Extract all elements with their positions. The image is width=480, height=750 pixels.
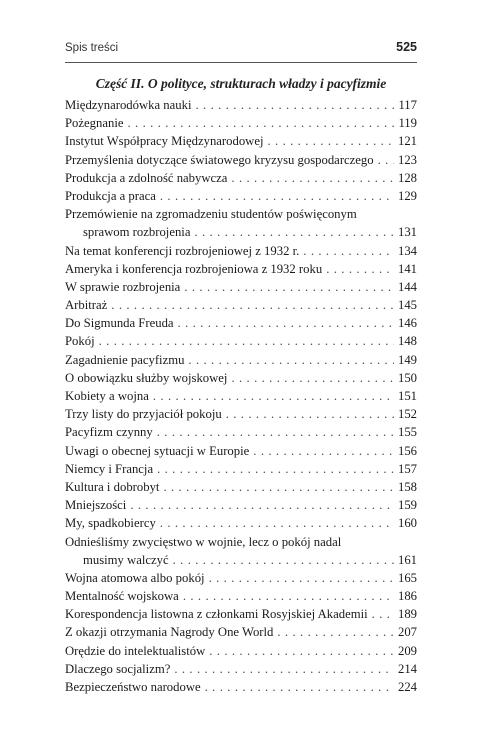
table-of-contents [65, 96, 417, 696]
toc-entry-page: 141 [397, 261, 417, 276]
toc-entry [65, 278, 417, 296]
dot-leader [157, 423, 394, 441]
toc-entry-page: 121 [397, 134, 417, 149]
dot-leader [184, 278, 394, 296]
toc-entry-page: 186 [397, 589, 417, 604]
toc-entry [65, 332, 417, 350]
toc-entry [65, 442, 417, 460]
dot-leader [378, 151, 394, 169]
dot-leader [209, 569, 394, 587]
toc-entry-page: 165 [397, 570, 417, 585]
toc-entry-title: Odnieśliśmy zwycięstwo w wojnie, lecz o pokój nadal [65, 534, 342, 549]
dot-leader [231, 369, 394, 387]
dot-leader [183, 587, 394, 605]
toc-entry-page: 146 [397, 316, 417, 331]
toc-entry-page: 156 [397, 443, 417, 458]
toc-entry [65, 460, 417, 478]
dot-leader [160, 514, 394, 532]
toc-entry-page: 189 [397, 607, 417, 622]
toc-entry-title: Arbitraż [65, 298, 108, 313]
toc-entry-page: 134 [397, 243, 417, 258]
toc-entry-page: 149 [397, 352, 417, 367]
toc-entry [65, 623, 417, 641]
dot-leader [231, 169, 394, 187]
toc-entry [65, 423, 417, 441]
dot-leader [153, 387, 394, 405]
toc-entry-page: 128 [397, 170, 417, 185]
toc-entry-title: musimy walczyć [83, 552, 169, 567]
toc-entry-title: W sprawie rozbrojenia [65, 279, 181, 294]
dot-leader [303, 242, 394, 260]
toc-entry [65, 314, 417, 332]
dot-leader [174, 660, 394, 678]
toc-entry [65, 496, 417, 514]
toc-entry [65, 642, 417, 660]
toc-entry-title: O obowiązku służby wojskowej [65, 370, 228, 385]
toc-entry-page: 150 [397, 370, 417, 385]
toc-entry-page: 161 [397, 552, 417, 567]
toc-entry-title: Instytut Współpracy Międzynarodowej [65, 134, 264, 149]
toc-entry-title: Produkcja a praca [65, 188, 156, 203]
dot-leader [194, 223, 394, 241]
toc-entry-title: Przemyślenia dotyczące światowego kryzysu gospodarczego [65, 152, 374, 167]
toc-entry-page: 151 [397, 389, 417, 403]
toc-entry-title: Międzynarodówka nauki [65, 98, 192, 112]
toc-entry [65, 605, 417, 623]
dot-leader [178, 314, 394, 332]
toc-entry [65, 260, 417, 278]
toc-entry-title: Wojna atomowa albo pokój [65, 570, 205, 585]
section-title: Część II. O polityce, strukturach władzy i pacyfizmie [95, 76, 387, 91]
toc-entry-page: 152 [397, 407, 417, 422]
dot-leader [205, 678, 394, 696]
toc-entry [65, 132, 417, 150]
toc-entry-title: Dlaczego socjalizm? [65, 661, 171, 676]
toc-entry [65, 569, 417, 587]
toc-entry [65, 369, 417, 387]
toc-entry-page: 160 [397, 516, 417, 531]
toc-entry-page: 145 [397, 298, 417, 313]
toc-entry-page: 224 [397, 680, 417, 694]
toc-entry-page: 209 [397, 643, 417, 658]
dot-leader [372, 605, 394, 623]
toc-entry-title: Pożegnanie [65, 116, 124, 131]
toc-entry-title: Niemcy i Francja [65, 461, 154, 476]
toc-entry [65, 587, 417, 605]
toc-entry-page: 129 [397, 188, 417, 203]
toc-entry-title: Kultura i dobrobyt [65, 479, 160, 494]
toc-entry-page: 155 [397, 425, 417, 440]
dot-leader [188, 351, 394, 369]
toc-entry-title: Orędzie do intelektualistów [65, 643, 206, 658]
toc-entry [65, 387, 417, 405]
toc-entry-title: Mniejszości [65, 498, 127, 513]
toc-entry-title: My, spadkobiercy [65, 516, 156, 531]
toc-entry [65, 223, 417, 241]
toc-entry [65, 351, 417, 369]
toc-entry [65, 296, 417, 314]
toc-entry-title: Bezpieczeństwo narodowe [65, 680, 201, 694]
toc-entry [65, 169, 417, 187]
toc-entry-page: 207 [397, 625, 417, 640]
toc-entry-title: Produkcja a zdolność nabywcza [65, 170, 228, 185]
toc-entry [65, 678, 417, 696]
toc-entry [65, 151, 417, 169]
toc-entry-title: Na temat konferencji rozbrojeniowej z 1932 r. [65, 243, 300, 258]
toc-entry [65, 242, 417, 260]
toc-entry-title: Pokój [65, 334, 95, 349]
dot-leader [130, 496, 394, 514]
toc-entry-page: 214 [397, 661, 417, 676]
header-rule [65, 62, 417, 63]
toc-entry-page: 158 [397, 479, 417, 494]
dot-leader [209, 642, 394, 660]
dot-leader [173, 551, 394, 569]
toc-entry-title: sprawom rozbrojenia [83, 225, 191, 240]
toc-entry [65, 405, 417, 423]
dot-leader [268, 132, 394, 150]
toc-entry [65, 187, 417, 205]
toc-entry-page: 117 [398, 98, 417, 112]
toc-entry-title: Z okazji otrzymania Nagrody One World [65, 625, 274, 640]
dot-leader [111, 296, 394, 314]
toc-entry-title: Ameryka i konferencja rozbrojeniowa z 1932 roku [65, 261, 323, 276]
dot-leader [253, 442, 394, 460]
toc-entry-title: Zagadnienie pacyfizmu [65, 352, 185, 367]
dot-leader [226, 405, 394, 423]
toc-entry-page: 119 [398, 116, 417, 131]
toc-entry [65, 660, 417, 678]
toc-entry-page: 144 [397, 279, 417, 294]
toc-entry-title: Mentalność wojskowa [65, 589, 179, 604]
toc-entry [65, 478, 417, 496]
running-title: Spis treści [65, 42, 119, 54]
toc-entry-title: Trzy listy do przyjaciół pokoju [65, 407, 222, 422]
toc-entry [65, 96, 417, 114]
running-head [65, 40, 417, 60]
dot-leader [160, 187, 394, 205]
toc-entry [65, 114, 417, 132]
toc-entry-title: Kobiety a wojna [65, 389, 149, 403]
page-number: 525 [396, 40, 417, 54]
dot-leader [326, 260, 394, 278]
toc-entry [65, 514, 417, 532]
dot-leader [196, 96, 395, 114]
toc-entry-title: Korespondencja listowna z członkami Rosyjskiej Akademii [65, 607, 368, 622]
toc-entry-page: 159 [397, 498, 417, 513]
toc-entry-page: 148 [397, 334, 417, 349]
toc-entry-page: 131 [397, 225, 417, 240]
toc-entry-page: 157 [397, 461, 417, 476]
toc-entry [65, 551, 417, 569]
dot-leader [99, 332, 394, 350]
toc-entry-page: 123 [397, 152, 417, 167]
toc-entry-title: Pacyfizm czynny [65, 425, 153, 440]
dot-leader [163, 478, 394, 496]
dot-leader [157, 460, 394, 478]
toc-entry-title: Przemówienie na zgromadzeniu studentów poświęconym [65, 207, 357, 222]
toc-entry-title: Do Sigmunda Freuda [65, 316, 174, 331]
dot-leader [277, 623, 394, 641]
toc-entry-line [65, 205, 417, 223]
toc-entry-title: Uwagi o obecnej sytuacji w Europie [65, 443, 250, 458]
dot-leader [127, 114, 394, 132]
toc-entry-line [65, 533, 417, 551]
